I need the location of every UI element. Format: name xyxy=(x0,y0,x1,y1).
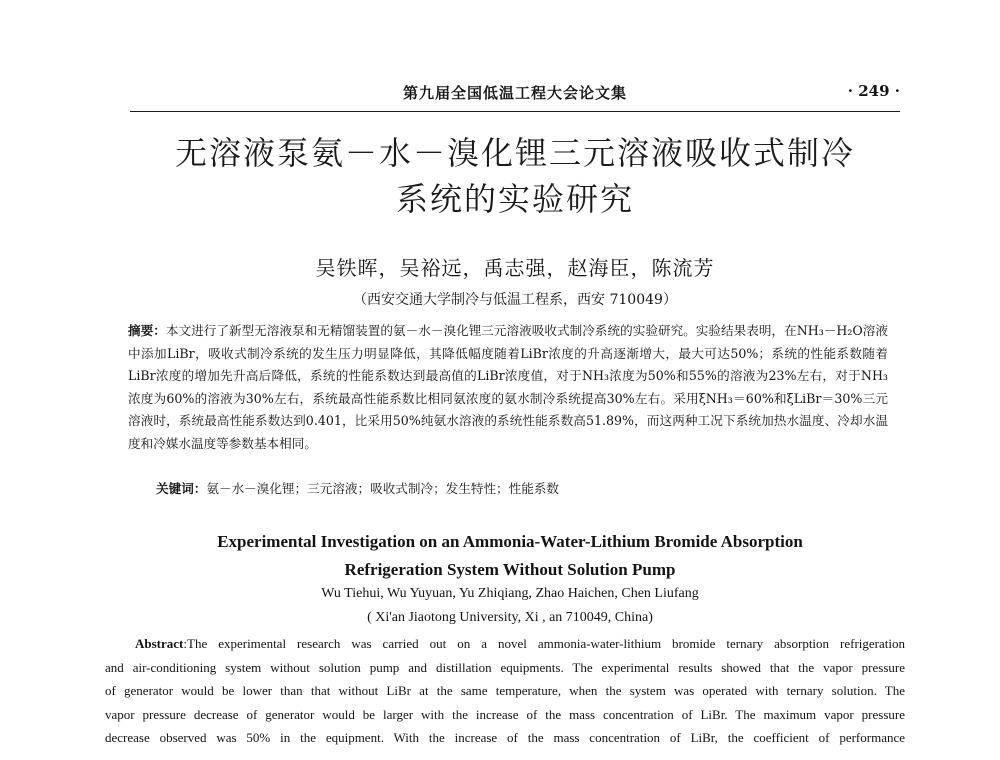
authors-zh: 吴铁晖，吴裕远，禹志强，赵海臣，陈流芳 xyxy=(315,256,715,280)
paper-title-en-line1: Experimental Investigation on an Ammonia-Water-Lithium Bromide Absorption xyxy=(217,532,803,551)
affiliation-zh: （西安交通大学制冷与低温工程系，西安 710049） xyxy=(353,292,677,308)
abstract-en-line: and air-conditioning system without solution pump and distillation equipments. The experimental results showed that the vapor pressure xyxy=(105,659,905,675)
keywords-zh-label: 关键词： xyxy=(156,481,207,496)
header-rule xyxy=(130,111,900,112)
proceedings-title: 第九届全国低温工程大会论文集 xyxy=(402,84,627,102)
paper-title-zh-line1: 无溶液泵氨－水－溴化锂三元溶液吸收式制冷 xyxy=(174,134,855,172)
paper-title-en-line2: Refrigeration System Without Solution Pump xyxy=(344,560,676,579)
abstract-en xyxy=(105,632,905,750)
running-header xyxy=(130,82,900,106)
abstract-en-line: vapor pressure decrease of generator would be larger with the increase of the mass concentration of LiBr. The maximum vapor pressure xyxy=(105,706,905,722)
abstract-en-label: Abstract xyxy=(135,636,184,651)
abstract-zh xyxy=(128,320,888,455)
abstract-en-line: Abstract:The experimental research was carried out on a novel ammonia-water-lithium bromide ternary absorption refrigeration xyxy=(135,636,905,651)
paper-title-zh xyxy=(130,130,900,222)
page-number: · 249 · xyxy=(847,82,900,100)
keywords-zh xyxy=(156,478,896,497)
keywords-zh-text: 氨－水－溴化锂；三元溶液；吸收式制冷；发生特性；性能系数 xyxy=(206,481,559,496)
abstract-en-line: decrease observed was 50% in the equipment. With the increase of the mass concentration of LiBr, the coefficient of performance xyxy=(105,730,905,745)
authors-en: Wu Tiehui, Wu Yuyuan, Yu Zhiqiang, Zhao Haichen, Chen Liufang xyxy=(321,586,699,601)
abstract-zh-text: 本文进行了新型无溶液泵和无精馏装置的氨－水－溴化锂三元溶液吸收式制冷系统的实验研究。实验结果表明，在NH₃－H₂O溶液中添加LiBr，吸收式制冷系统的发生压力明显降低，其降低幅度随着LiBr浓度的升高逐渐增大，最大可达50%；系统的性能系数随着LiBr浓度的增加先升高后降低，系统的性能系数达到最高值的LiBr浓度值，对于NH₃浓度为50%和55%的溶液为23%左右，对于NH₃浓度为60%的溶液为30%左右，系统最高性能系数比相同氨浓度的氨水制冷系统提高30%左右。采用ξNH₃＝60%和ξLiBr＝30%三元溶液时，系统最高性能系数达到0.401，比采用50%纯氨水溶液的系统性能系数高51.89%，而这两种工况下系统加热水温度、冷却水温度和冷媒水温度等参数基本相同。 xyxy=(128,323,888,451)
affiliation-en: ( Xi'an Jiaotong University, Xi , an 710049, China) xyxy=(367,610,653,625)
paper-title-zh-line2: 系统的实验研究 xyxy=(395,180,634,218)
paper-title-en xyxy=(120,528,900,584)
abstract-en-line: of generator would be lower than that without LiBr at the same temperature, when the system was operated with ternary solution. The xyxy=(105,683,905,698)
abstract-zh-label: 摘要： xyxy=(128,323,166,338)
